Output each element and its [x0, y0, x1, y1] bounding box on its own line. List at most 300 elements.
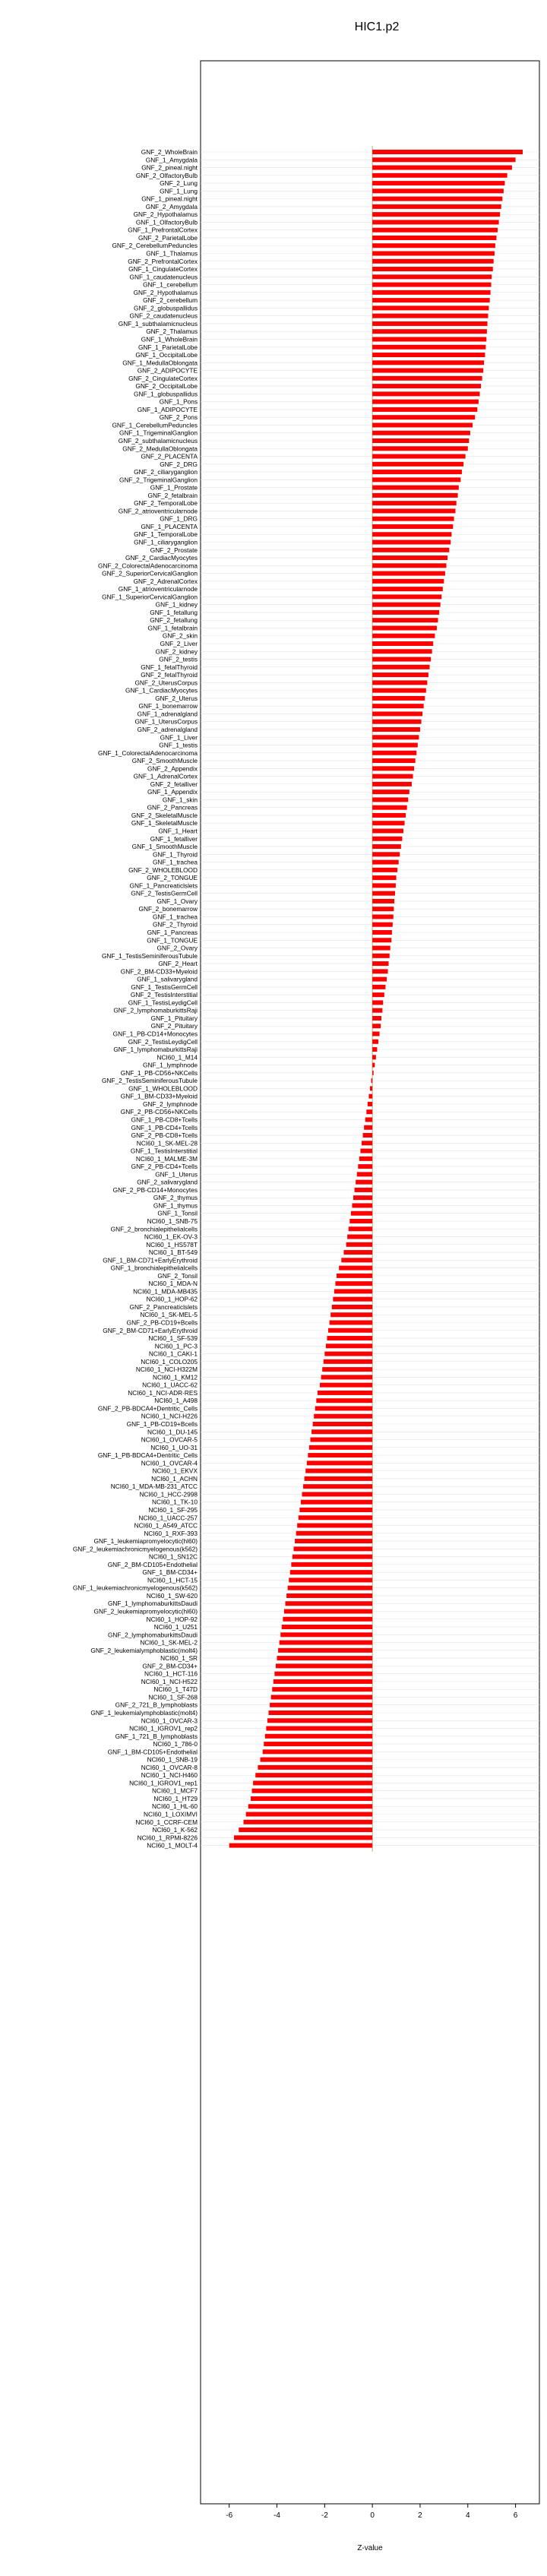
category-label: NCI60_1_TK-10 [152, 1498, 198, 1506]
category-label: GNF_2_PLACENTA [141, 452, 198, 460]
bar [330, 1312, 372, 1317]
category-label: NCI60_1_RPMI-8226 [137, 1834, 198, 1842]
bar [372, 828, 403, 833]
bar [365, 1117, 372, 1122]
category-label: GNF_1_MedullaOblongata [122, 359, 198, 367]
bar [284, 1609, 372, 1613]
bar [360, 1149, 372, 1154]
category-label: GNF_2_Thyroid [152, 920, 198, 929]
bar [372, 711, 422, 716]
bar [272, 1687, 372, 1691]
category-label: NCI60_1_HOP-92 [146, 1615, 198, 1623]
bar [372, 454, 465, 459]
category-label: GNF_2_pineal.night [141, 163, 198, 172]
category-label: GNF_1_salivarygland [137, 975, 198, 983]
category-label: NCI60_1_SF-268 [148, 1693, 198, 1701]
category-label: GNF_2_TestisLeydigCell [128, 1037, 198, 1046]
category-label: GNF_1_leukemialymphoblastic(molt4) [90, 1709, 198, 1717]
bar [253, 1780, 372, 1785]
category-label: NCI60_1_MDA-MB-231_ATCC [110, 1483, 198, 1491]
category-label: NCI60_1_SNB-19 [147, 1755, 198, 1764]
category-label: GNF_2_Prostate [150, 546, 198, 554]
category-label: GNF_2_OlfactoryBulb [135, 171, 198, 179]
bar [372, 329, 487, 334]
category-label: GNF_2_Ovary [157, 944, 198, 952]
x-tick-label: 4 [465, 2511, 470, 2520]
bar [258, 1765, 372, 1770]
bar [302, 1492, 372, 1496]
bar [332, 1305, 372, 1309]
bar [296, 1531, 373, 1536]
category-label: GNF_1_testis [159, 741, 198, 749]
category-label: NCI60_1_COLO205 [141, 1357, 198, 1366]
category-label: GNF_2_PB-CD56+NKCells [120, 1108, 198, 1116]
category-label: GNF_1_Pancreas [147, 929, 198, 936]
bar [372, 508, 455, 513]
bar [261, 1758, 373, 1762]
bar [372, 197, 502, 201]
category-label: NCI60_1_A549_ATCC [134, 1521, 198, 1530]
category-label: GNF_1_fetalbrain [147, 624, 198, 632]
category-label: GNF_2_PB-BDCA4+Dentritic_Cells [97, 1404, 198, 1413]
bar [372, 938, 391, 942]
bar [372, 462, 463, 467]
bar [372, 891, 395, 896]
bar [372, 657, 431, 662]
x-tick-label: -4 [274, 2511, 280, 2520]
category-label: GNF_2_ParietalLobe [138, 233, 198, 242]
bar [372, 376, 482, 381]
bar [343, 1250, 372, 1255]
bar [252, 1789, 373, 1793]
bar [278, 1648, 372, 1653]
category-label: GNF_1_Pancreaticlslets [129, 881, 198, 890]
category-label: GNF_2_BM-CD71+EarlyErythroid [103, 1326, 198, 1334]
category-label: GNF_1_AdrenalCortex [133, 772, 198, 780]
category-label: NCI60_1_NCI-H522 [141, 1677, 198, 1685]
category-label: GNF_2_leukemiachronicmyelogenous(k562) [72, 1545, 198, 1553]
bar [372, 868, 397, 872]
category-label: GNF_1_TestisInterstitial [130, 1147, 198, 1155]
bar [372, 844, 401, 849]
bar [372, 298, 490, 302]
category-label: GNF_1_Prostate [150, 483, 198, 492]
bar [292, 1555, 372, 1559]
category-label: GNF_2_BM-CD33+Myeloid [120, 967, 198, 976]
bar [333, 1297, 372, 1302]
bar [359, 1157, 372, 1161]
bar [372, 930, 392, 935]
category-label: GNF_1_TrigeminalGanglion [119, 429, 198, 437]
bar [372, 610, 439, 615]
category-label: NCI60_1_SW-620 [146, 1591, 198, 1600]
bar [372, 743, 418, 748]
category-label: NCI60_1_HS578T [146, 1240, 198, 1248]
bar [372, 532, 451, 536]
bar [349, 1226, 372, 1231]
bar [324, 1352, 372, 1356]
category-label: NCI60_1_NCI-H460 [141, 1771, 198, 1780]
category-label: NCI60_1_MDA-MB435 [133, 1287, 198, 1296]
bar [229, 1843, 372, 1848]
bar [324, 1359, 372, 1364]
category-label: NCI60_1_SF-539 [148, 1334, 198, 1343]
category-label: GNF_2_Liver [160, 640, 198, 648]
category-label: NCI60_1_U251 [153, 1623, 198, 1631]
bar [318, 1391, 372, 1395]
category-label: NCI60_1_HCT-116 [144, 1669, 198, 1678]
category-label: GNF_2_globuspallidus [134, 304, 198, 312]
category-label: NCI60_1_SNB-75 [147, 1217, 198, 1225]
category-label: GNF_1_kidney [155, 600, 198, 609]
category-label: GNF_1_Thyroid [152, 850, 198, 859]
category-label: GNF_1_BM-CD33+Myeloid [120, 1092, 198, 1100]
category-label: GNF_2_Uterus [155, 694, 198, 702]
bar [327, 1336, 372, 1340]
category-label: GNF_1_PB-CD56+NKCells [120, 1068, 198, 1077]
category-label: NCI60_1_IGROV1_rep1 [129, 1779, 198, 1787]
bar [347, 1235, 372, 1239]
bar [372, 384, 481, 388]
category-label: NCI60_1_A498 [154, 1397, 198, 1405]
category-label: GNF_1_Pons [159, 397, 198, 406]
category-label: GNF_1_lymphnode [143, 1061, 198, 1069]
category-label: GNF_1_721_B_lymphoblasts [115, 1732, 198, 1740]
bar [351, 1211, 372, 1216]
category-label: NCI60_1_HT29 [153, 1794, 198, 1802]
bar [339, 1266, 372, 1271]
bar [372, 407, 477, 412]
bar [280, 1641, 372, 1645]
category-label: NCI60_1_MALME-3M [135, 1154, 198, 1163]
category-label: GNF_1_BM-CD105+Endothelial [107, 1748, 198, 1756]
bar [289, 1578, 372, 1582]
bar [372, 634, 435, 638]
category-label: GNF_2_AdrenalCortex [133, 577, 198, 585]
bar [372, 790, 409, 794]
category-label: NCI60_1_NCI-H226 [141, 1412, 198, 1420]
category-label: GNF_2_WholeBrain [141, 148, 198, 156]
category-label: GNF_2_721_B_lymphoblasts [115, 1701, 198, 1709]
bar [328, 1328, 372, 1333]
x-axis-label: Z-value [357, 2544, 383, 2552]
bar [372, 360, 484, 365]
category-label: GNF_2_PrefrontalCortex [128, 257, 198, 265]
bar [286, 1593, 372, 1598]
bar [372, 774, 413, 779]
bar [263, 1749, 372, 1754]
bar [372, 688, 426, 693]
bar [372, 797, 408, 802]
category-label: GNF_1_fetalThyroid [141, 663, 198, 671]
category-label: GNF_2_kidney [155, 647, 198, 656]
category-label: GNF_2_fetalThyroid [141, 671, 198, 679]
bar [372, 1000, 383, 1005]
category-label: NCI60_1_CAKI-1 [148, 1350, 198, 1358]
bar [372, 813, 406, 818]
category-label: NCI60_1_NCI-ADR-RES [128, 1388, 198, 1397]
bar [372, 875, 396, 880]
category-label: GNF_1_bonemarrow [138, 702, 198, 710]
bar [372, 470, 462, 474]
bar [280, 1632, 372, 1637]
bar [358, 1164, 372, 1169]
bar [372, 907, 394, 911]
bar [372, 860, 399, 865]
category-label: GNF_2_Thalamus [146, 328, 198, 336]
bar [274, 1679, 372, 1684]
bar [372, 782, 412, 786]
bar [372, 587, 443, 591]
category-label: GNF_1_WholeBrain [141, 335, 198, 343]
category-label: GNF_1_fetalliver [150, 834, 198, 843]
bar [364, 1125, 372, 1130]
category-label: NCI60_1_HCC-2998 [139, 1490, 198, 1498]
bar [372, 486, 459, 490]
bar [337, 1274, 372, 1278]
bar [372, 1040, 378, 1044]
bar [372, 540, 451, 545]
bar [321, 1375, 373, 1379]
bar [372, 1078, 373, 1083]
bar [305, 1469, 372, 1473]
category-label: GNF_2_salivarygland [137, 1178, 198, 1186]
bar [274, 1672, 372, 1676]
bar [372, 603, 441, 607]
category-label: GNF_2_PB-CD4+Tcells [131, 1163, 198, 1171]
category-label: GNF_2_Amygdala [145, 202, 198, 210]
bar [283, 1617, 372, 1622]
bar [372, 837, 402, 841]
category-label: GNF_2_TrigeminalGanglion [119, 476, 198, 484]
category-label: GNF_1_trachea [152, 858, 198, 866]
bar [372, 431, 470, 435]
category-label: GNF_2_BM-CD105+Endothelial [107, 1560, 198, 1568]
chart-title: HIC1.p2 [354, 21, 400, 33]
bar [349, 1219, 372, 1223]
bar [372, 1032, 379, 1036]
category-label: GNF_2_WHOLEBLOOD [128, 866, 198, 874]
category-label: GNF_1_TONGUE [147, 936, 198, 945]
bar [282, 1625, 372, 1629]
bar [372, 704, 424, 708]
category-label: GNF_2_PB-CD19+Bcells [126, 1318, 198, 1327]
category-label: GNF_1_SmoothMuscle [131, 843, 198, 851]
category-label: GNF_1_CardiacMyocytes [125, 686, 198, 695]
category-label: GNF_1_SkeletalMuscle [131, 819, 198, 828]
bar [372, 400, 479, 404]
category-label: GNF_1_Liver [160, 733, 198, 742]
category-label: GNF_2_UterusCorpus [134, 679, 198, 687]
bar [291, 1562, 372, 1567]
bar [372, 517, 454, 521]
bar [239, 1828, 372, 1832]
category-label: GNF_1_trachea [152, 913, 198, 921]
category-label: GNF_2_Pancreas [147, 803, 198, 812]
category-label: GNF_2_atrioventricularnode [118, 507, 198, 515]
category-label: GNF_2_ADIPOCYTE [137, 366, 198, 375]
bar [368, 1094, 372, 1099]
category-label: GNF_2_bonemarrow [138, 905, 198, 913]
bar [372, 220, 498, 224]
bar [368, 1102, 372, 1106]
category-label: GNF_2_leukemiapromyelocytic(hl60) [93, 1607, 198, 1616]
bar [326, 1343, 372, 1348]
category-label: NCI60_1_RXF-393 [144, 1529, 198, 1537]
category-label: GNF_2_DRG [160, 460, 198, 468]
bar [355, 1188, 373, 1192]
category-label: GNF_2_Tonsil [157, 1271, 198, 1280]
category-label: GNF_2_testis [159, 655, 198, 663]
bar [372, 555, 447, 560]
category-label: GNF_1_BM-CD71+EarlyErythroid [103, 1256, 198, 1264]
category-label: GNF_1_Appendix [147, 788, 198, 796]
category-label: GNF_2_TestisSeminiferousTubule [101, 1077, 198, 1085]
category-label: GNF_1_TestisGermCell [131, 983, 198, 991]
category-label: GNF_2_lymphomaburkittsDaudi [107, 1631, 198, 1639]
category-label: NCI60_1_OVCAR-4 [141, 1459, 198, 1467]
category-label: GNF_1_thymus [153, 1201, 198, 1210]
bar [346, 1242, 373, 1247]
category-label: NCI60_1_KM12 [152, 1373, 198, 1381]
bar [372, 946, 390, 951]
category-label: NCI60_1_786-0 [153, 1740, 198, 1748]
category-label: GNF_1_PB-CD4+Tcells [131, 1123, 198, 1131]
category-label: GNF_1_BM-CD34+ [142, 1568, 198, 1577]
x-tick-label: 2 [418, 2511, 422, 2520]
bar [315, 1406, 372, 1410]
bar [362, 1141, 372, 1145]
bar [322, 1367, 372, 1372]
category-label: GNF_1_TemporalLobe [134, 530, 198, 539]
bar [372, 751, 416, 755]
category-label: GNF_2_fetalliver [150, 780, 198, 788]
category-label: NCI60_1_LOXIMVI [143, 1810, 198, 1818]
bar [372, 166, 512, 170]
category-label: NCI60_1_HCT-15 [147, 1576, 198, 1584]
category-label: NCI60_1_K-562 [152, 1826, 198, 1834]
category-label: GNF_2_TestisGermCell [131, 889, 198, 897]
bar [316, 1398, 372, 1403]
bar [293, 1546, 372, 1551]
category-label: GNF_1_PLACENTA [141, 522, 198, 530]
bar [372, 548, 449, 552]
category-label: GNF_2_Hypothalamus [133, 210, 198, 219]
category-label: GNF_2_Pituitary [150, 1022, 198, 1030]
bar [372, 353, 485, 357]
category-label: GNF_1_Lung [160, 187, 198, 195]
category-label: NCI60_1_IGROV1_rep2 [129, 1724, 198, 1733]
bar [269, 1710, 373, 1715]
bar [372, 1071, 374, 1075]
bar [301, 1500, 372, 1505]
category-label: GNF_2_cerebellum [143, 296, 198, 305]
category-label: NCI60_1_SR [160, 1654, 198, 1663]
bar [372, 267, 493, 271]
category-label: GNF_2_CingulateCortex [128, 374, 198, 382]
category-label: GNF_1_TestisLeydigCell [128, 998, 198, 1007]
category-label: GNF_1_PB-BDCA4+Dentritic_Cells [97, 1451, 198, 1460]
x-tick-label: 6 [513, 2511, 518, 2520]
x-tick-label: -2 [321, 2511, 328, 2520]
bar [372, 805, 407, 810]
bar [372, 243, 495, 248]
bar [372, 821, 404, 825]
category-label: GNF_1_fetallung [150, 608, 198, 616]
bar [372, 852, 400, 856]
category-label: GNF_2_BM-CD34+ [142, 1662, 198, 1670]
bar [372, 501, 457, 505]
bar [356, 1180, 372, 1185]
bar [372, 961, 388, 966]
bar [372, 337, 486, 341]
bar [372, 735, 419, 739]
category-label: GNF_2_lymphomaburkittsRaji [113, 1006, 198, 1014]
bar [372, 563, 446, 568]
bar [307, 1460, 372, 1465]
bar [372, 524, 453, 529]
bar [372, 321, 487, 326]
bar [234, 1835, 372, 1840]
bar [286, 1601, 373, 1606]
category-label: GNF_2_bronchialepithelialcells [110, 1225, 198, 1233]
category-label: GNF_2_Pancreaticlslets [129, 1302, 198, 1311]
bar [372, 1016, 381, 1021]
category-label: GNF_1_PB-CD8+Tcells [131, 1116, 198, 1124]
bar [372, 1008, 382, 1013]
bar [372, 1047, 377, 1052]
category-label: GNF_1_PrefrontalCortex [128, 226, 198, 234]
bar [372, 422, 473, 427]
bar [372, 283, 491, 287]
bar [372, 914, 394, 919]
bar [372, 649, 432, 653]
bar [372, 727, 420, 732]
category-label: NCI60_1_SK-MEL-28 [136, 1139, 198, 1147]
bar [372, 641, 433, 646]
bar [372, 204, 501, 209]
bar [372, 883, 396, 888]
bar [372, 314, 488, 318]
bar [372, 977, 387, 982]
bar [264, 1742, 372, 1746]
category-label: NCI60_1_UACC-257 [138, 1514, 198, 1522]
category-label: GNF_1_cerebellum [143, 280, 198, 289]
category-label: GNF_1_caudatenucleus [129, 273, 198, 281]
bar [372, 274, 492, 279]
category-label: GNF_1_PB-CD14+Monocytes [112, 1030, 198, 1038]
bar [295, 1539, 372, 1543]
category-label: GNF_2_Pons [159, 413, 198, 422]
category-label: NCI60_1_MCF7 [152, 1786, 198, 1795]
bar [372, 290, 490, 295]
category-label: GNF_2_adrenalgland [137, 725, 198, 733]
bar [334, 1289, 372, 1293]
bar [372, 758, 416, 763]
category-label: NCI60_1_SK-MEL-2 [140, 1638, 198, 1647]
category-label: GNF_1_WHOLEBLOOD [128, 1084, 198, 1093]
bar [372, 594, 441, 599]
category-label: GNF_1_Amygdala [145, 156, 198, 164]
bar [246, 1812, 372, 1817]
bar [372, 1055, 376, 1059]
bar [372, 446, 468, 451]
category-label: GNF_1_SuperiorCervicalGanglion [102, 593, 198, 601]
category-label: GNF_1_globuspallidus [134, 390, 198, 398]
category-label: GNF_2_SmoothMuscle [131, 757, 198, 765]
category-label: GNF_2_Hypothalamus [133, 288, 198, 296]
bar [372, 369, 483, 373]
